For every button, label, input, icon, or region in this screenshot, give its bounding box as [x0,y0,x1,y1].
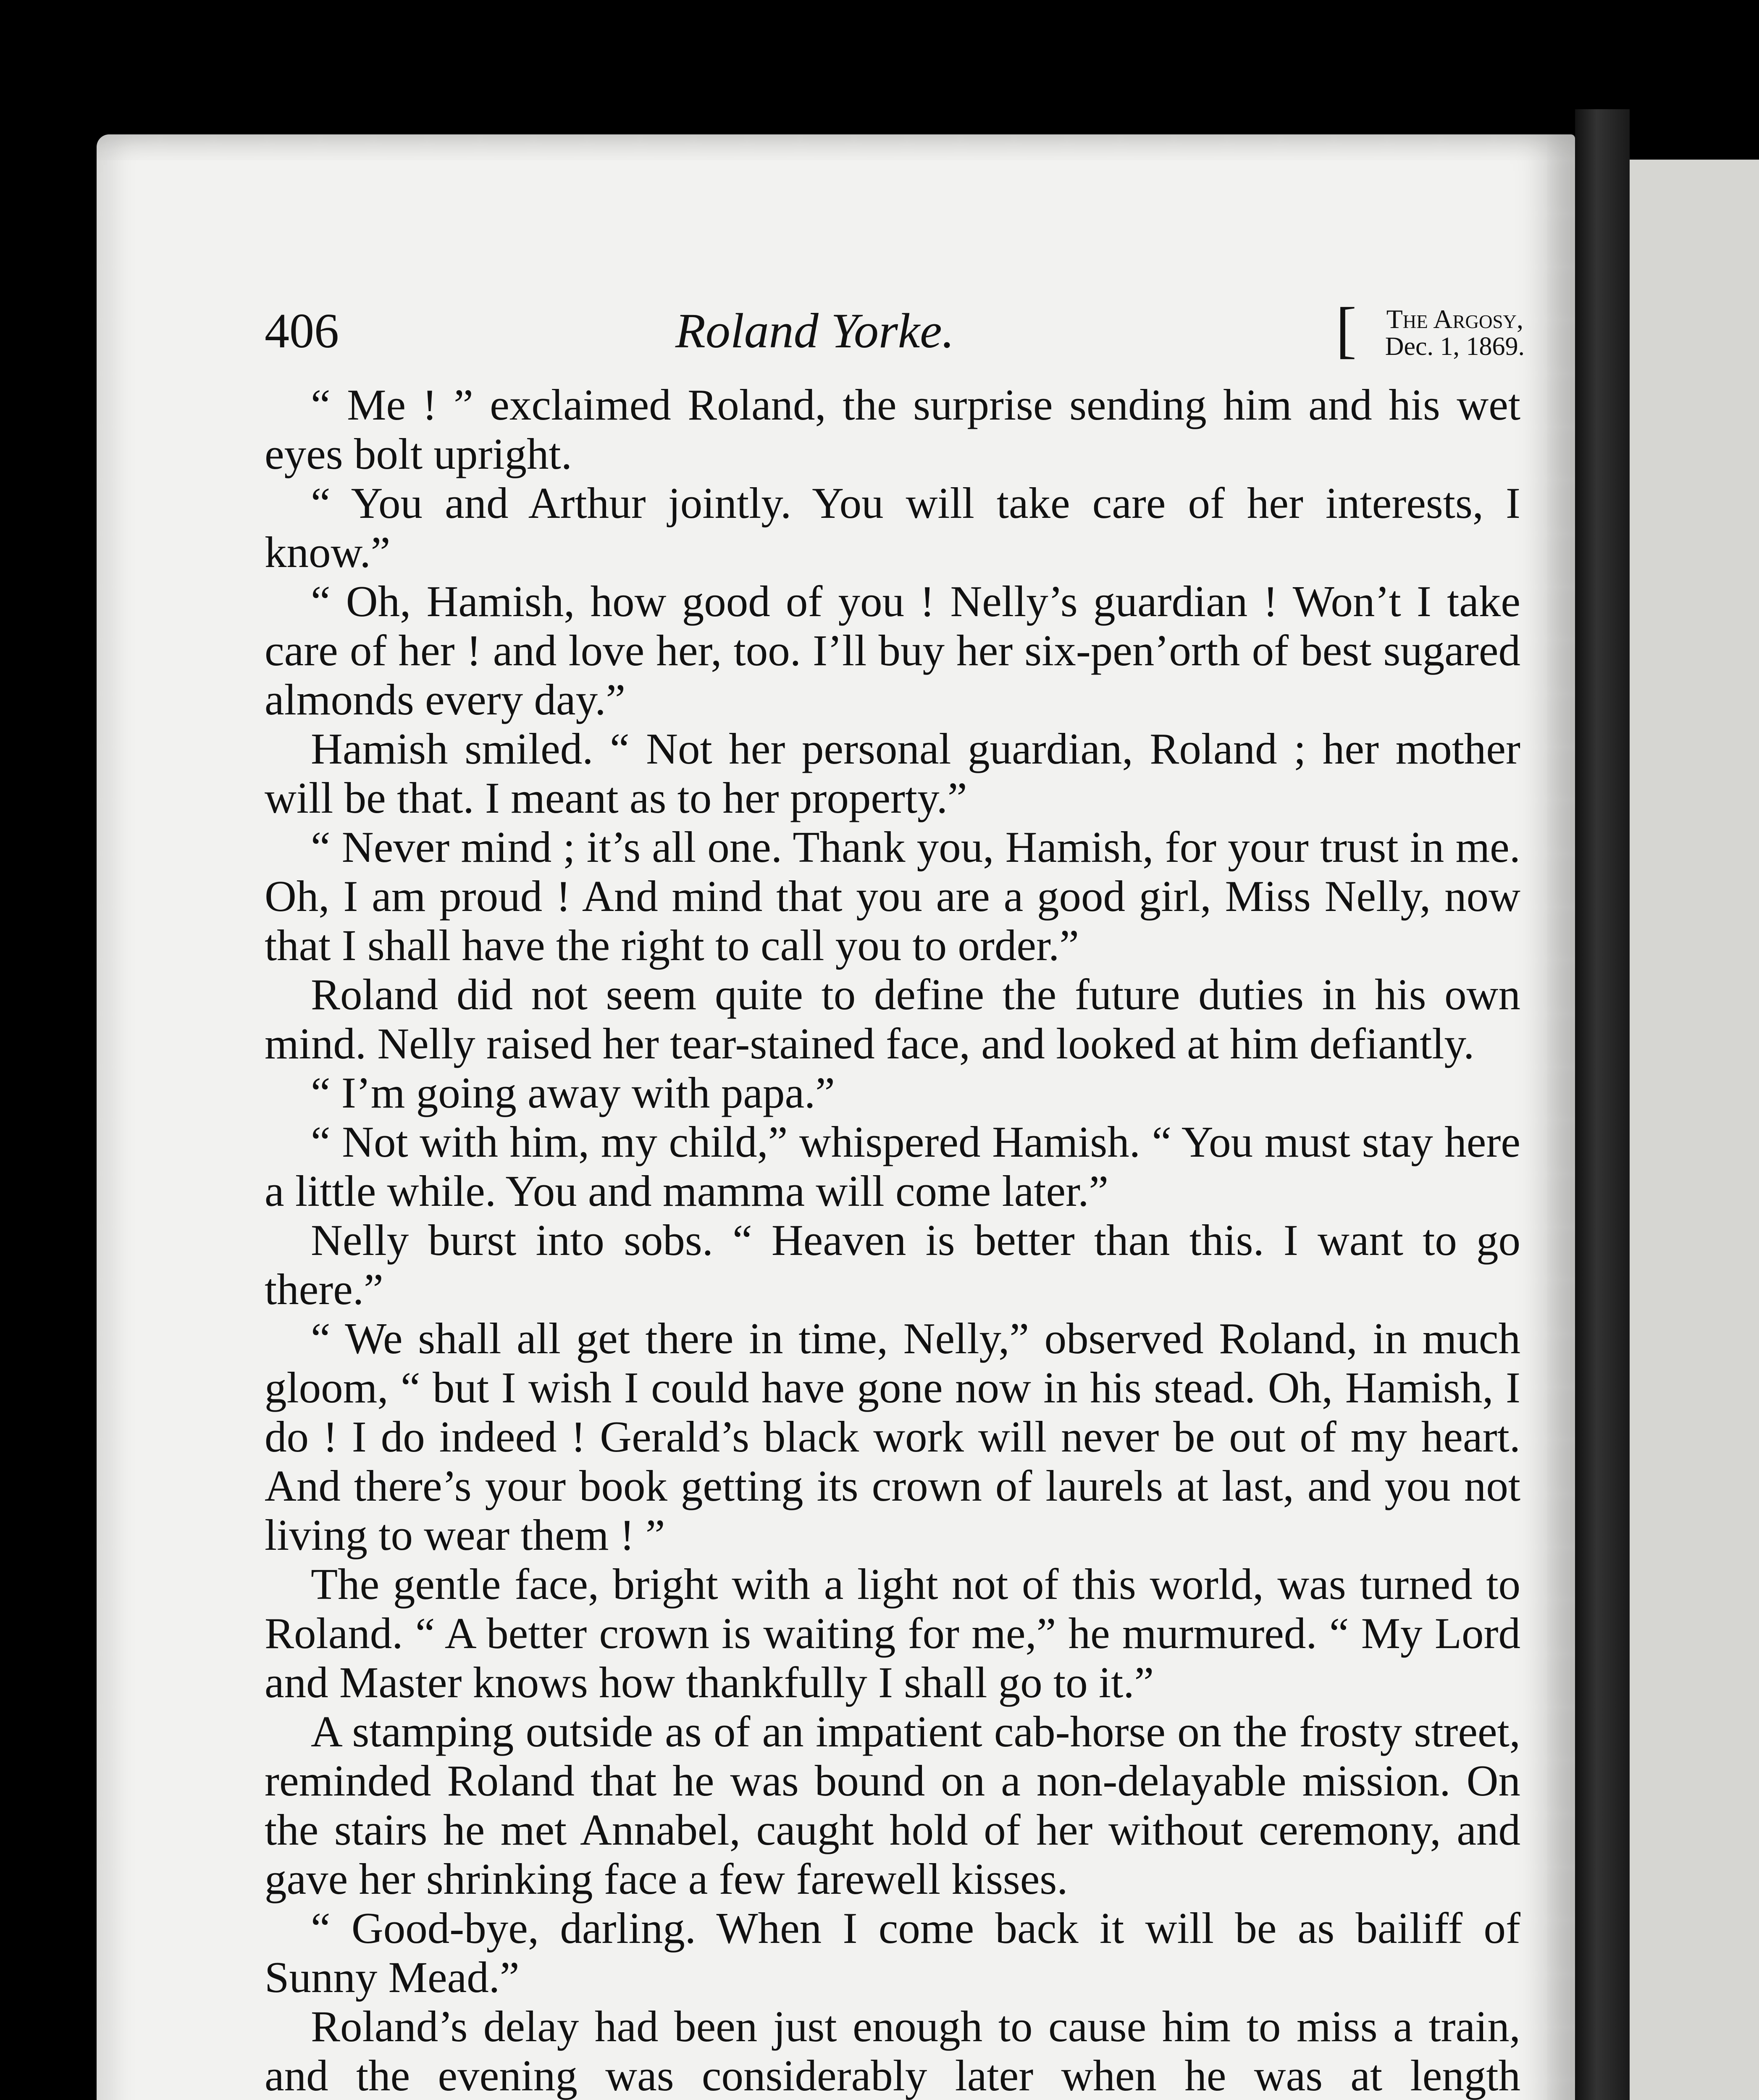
publication-date: Dec. 1, 1869. [1385,332,1525,361]
publication-name: The Argosy, [1386,304,1523,334]
body-text [265,380,1520,2100]
page-header [265,295,1525,370]
paragraph: “ Me ! ” exclaimed Roland, the surprise sending him and his wet eyes bolt upright. [265,380,1520,478]
paragraph: “ Good-bye, darling. When I come back it will be as bailiff of Sunny Mead.” [265,1903,1520,2002]
paragraph: Roland did not seem quite to define the future duties in his own mind. Nelly raised her tear-stained face, and looked at him defiantly. [265,970,1520,1068]
paragraph: Roland’s delay had been just enough to cause him to miss a train, and the evening was considerably later when he was at length [265,2002,1520,2100]
paragraph: “ Never mind ; it’s all one. Thank you, Hamish, for your trust in me. Oh, I am proud ! And mind that you are a good girl, Miss Nelly, now that I shall have the right to call you to order.” [265,822,1520,970]
paragraph: A stamping outside as of an impatient cab-horse on the frosty street, reminded Roland that he was bound on a non-delayable mission. On the stairs he met Annabel, caught hold of her without ceremony, and gave her shrinking face a few farewell kisses. [265,1707,1520,1903]
publication-note [1385,305,1525,360]
paragraph: “ You and Arthur jointly. You will take care of her interests, I know.” [265,478,1520,577]
paragraph: “ Not with him, my child,” whispered Hamish. “ You must stay here a little while. You and mamma will come later.” [265,1117,1520,1215]
page-number: 406 [265,303,339,358]
paragraph: Nelly burst into sobs. “ Heaven is better than this. I want to go there.” [265,1215,1520,1314]
book-spine [1575,109,1630,2100]
header-bracket: [ [1336,295,1357,365]
paragraph: “ Oh, Hamish, how good of you ! Nelly’s guardian ! Won’t I take care of her ! and love her, too. I’ll buy her six-pen’orth of best sugared almonds every day.” [265,577,1520,724]
running-title: Roland Yorke. [675,303,955,358]
facing-page-edge [1630,160,1759,2100]
paragraph: “ I’m going away with papa.” [311,1068,835,1117]
paragraph: “ We shall all get there in time, Nelly,” observed Roland, in much gloom, “ but I wish I could have gone now in his stead. Oh, Hamish, I do ! I do indeed ! Gerald’s black work will never be out of my heart. And there’s your book getting its crown of laurels at last, and you not living to wear them ! ” [265,1314,1520,1559]
paragraph: Hamish smiled. “ Not her personal guardian, Roland ; her mother will be that. I meant as to her property.” [265,724,1520,822]
paragraph: The gentle face, bright with a light not of this world, was turned to Roland. “ A better crown is waiting for me,” he murmured. “ My Lord and Master knows how thankfully I shall go to it.” [265,1559,1520,1707]
